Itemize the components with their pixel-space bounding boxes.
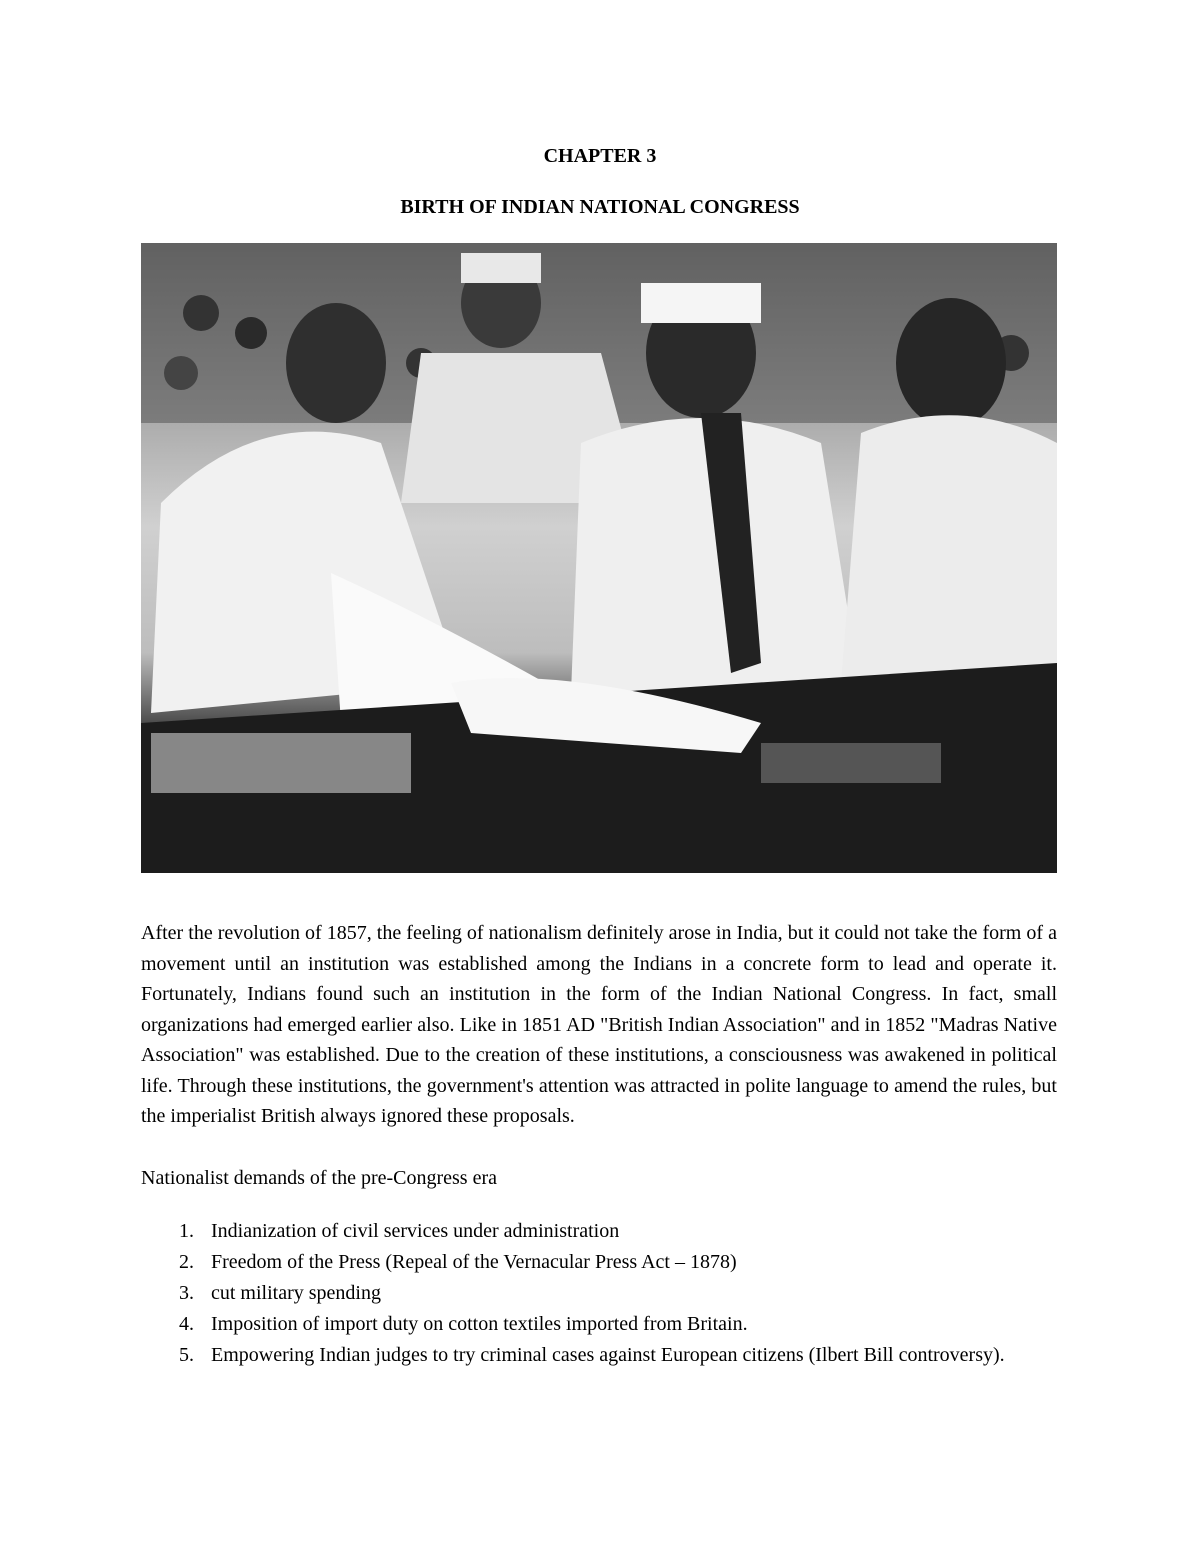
list-number: 4. (179, 1313, 194, 1335)
list-item (141, 1278, 1057, 1309)
list-text: Imposition of import duty on cotton textiles imported from Britain. (211, 1313, 748, 1335)
intro-paragraph: After the revolution of 1857, the feeling of nationalism definitely arose in India, but it could not take the form of a movement until an institution was established among the Indians in a concrete form to lead and operate it. Fortunately, Indians found such an institution in the form of the Indian National Congress. In fact, small organizations had emerged earlier also. Like in 1851 AD "British Indian Association" and in 1852 "Madras Native Association" was established. Due to the creation of these institutions, a consciousness was awakened in political life. Through these institutions, the government's attention was attracted in polite language to amend the rules, but the imperialist British always ignored these proposals. (141, 922, 1057, 1127)
list-item (141, 1216, 1057, 1247)
list-item (141, 1247, 1057, 1278)
list-text: cut military spending (211, 1282, 381, 1304)
list-number: 2. (179, 1251, 194, 1273)
demands-list (141, 1216, 1057, 1371)
list-item (141, 1309, 1057, 1340)
list-item (141, 1340, 1057, 1371)
demands-subheading: Nationalist demands of the pre-Congress era (141, 1167, 498, 1189)
chapter-number: CHAPTER 3 (543, 145, 657, 167)
list-number: 3. (179, 1282, 194, 1304)
list-number: 1. (179, 1220, 194, 1242)
historical-photograph (141, 243, 1057, 873)
list-text: Empowering Indian judges to try criminal cases against European citizens (Ilbert Bill controversy). (211, 1344, 1005, 1366)
chapter-title: BIRTH OF INDIAN NATIONAL CONGRESS (400, 196, 800, 218)
list-text: Freedom of the Press (Repeal of the Vernacular Press Act – 1878) (211, 1251, 737, 1273)
list-text: Indianization of civil services under administration (211, 1220, 620, 1242)
list-number: 5. (179, 1344, 194, 1366)
